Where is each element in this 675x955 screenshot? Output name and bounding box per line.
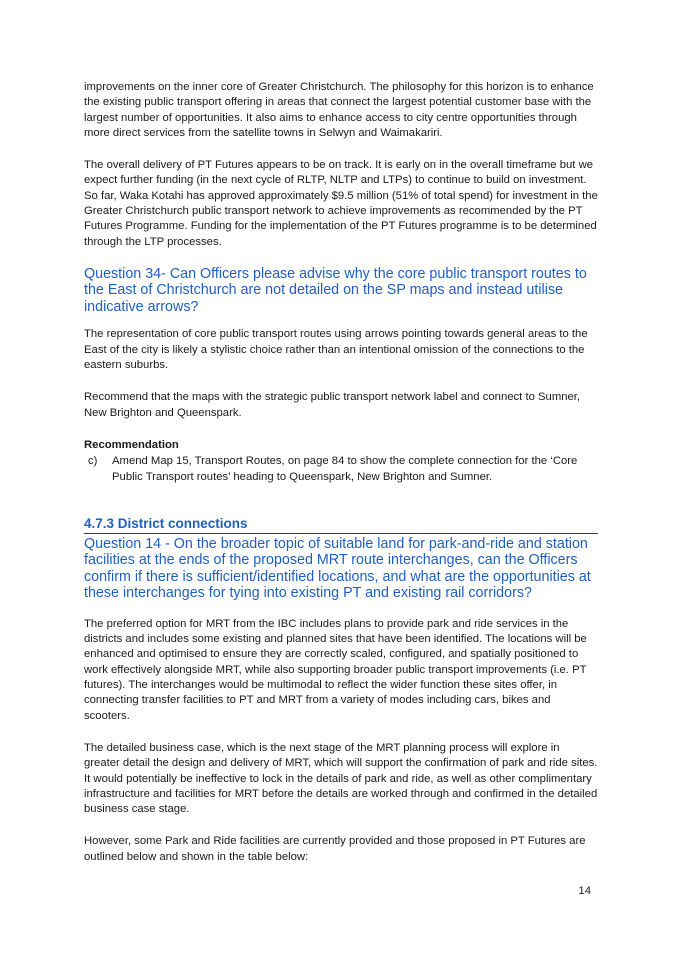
question-14-answer-2: The detailed business case, which is the next stage of the MRT planning process will explore in greater detail the design and delivery of MRT, which will support the confirmation of park and ride sites. It would potentially be ineffective to lock in the details of park and ride, as well as other complimentary infrastructure and facilities for MRT before the details are worked through and confirmed in the detailed business case stage. [84, 741, 598, 816]
question-34-answer-2: Recommend that the maps with the strategic public transport network label and connect to Sumner, New Brighton and Queenspark. [84, 391, 581, 419]
recommendation-item-letter: c) [88, 455, 98, 468]
page-number: 14 [578, 885, 591, 897]
document-page [84, 80, 598, 882]
intro-paragraph-1: improvements on the inner core of Greater Christchurch. The philosophy for this horizon is to enhance the existing public transport offering in areas that connect the largest potential customer base with the largest number of opportunities. It also aims to enhance access to city centre opportunities through more direct services from the satellite towns in Selwyn and Waimakariri. [84, 81, 594, 139]
section-heading: 4.7.3 District connections [84, 515, 598, 534]
question-34-heading: Question 34- Can Officers please advise why the core public transport routes to the East of Christchurch are not detailed on the SP maps and instead utilise indicative arrows? [84, 265, 587, 315]
intro-paragraph-2: The overall delivery of PT Futures appears to be on track. It is early on in the overall timeframe but we expect further funding (in the next cycle of RLTP, NLTP and LTPs) to continue to build on investment. So far, Waka Kotahi has approved approximately $9.5 million (51% of total spend) for investment in the Greater Christchurch public transport network to achieve improvements as recommended by the PT Futures Programme. Funding for the implementation of the PT Futures programme is to be determined through the LTP processes. [84, 159, 598, 248]
question-14-answer-1: The preferred option for MRT from the IBC includes plans to provide park and ride services in the districts and includes some existing and planned sites that have been identified. The locations will be enhanced and optimised to ensure they are correctly scaled, configured, and spatially positioned to work effectively alongside MRT, while also supporting broader public transport improvements (i.e. PT futures). The interchanges would be multimodal to reflect the wider function these sites offer, in connecting transfer facilities to PT and MRT from a variety of modes including cars, bikes and scooters. [84, 617, 587, 722]
recommendation-item-text: Amend Map 15, Transport Routes, on page 84 to show the complete connection for the ‘Core Public Transport routes’ heading to Queenspark, New Brighton and Sumner. [112, 455, 578, 483]
question-34-answer-1: The representation of core public transport routes using arrows pointing towards general areas to the East of the city is likely a stylistic choice rather than an intentional omission of the connections to the eastern suburbs. [84, 328, 588, 372]
question-14-answer-3: However, some Park and Ride facilities are currently provided and those proposed in PT Futures are outlined below and shown in the table below: [84, 835, 586, 863]
recommendation-item [84, 454, 598, 485]
recommendation-heading: Recommendation [84, 438, 179, 451]
question-14-heading: Question 14 - On the broader topic of suitable land for park-and-ride and station facilities at the ends of the proposed MRT route interchanges, can the Officers confirm if there is sufficient/identified locations, and what are the opportunities at these interchanges for tying into existing PT and existing rail corridors? [84, 535, 591, 602]
